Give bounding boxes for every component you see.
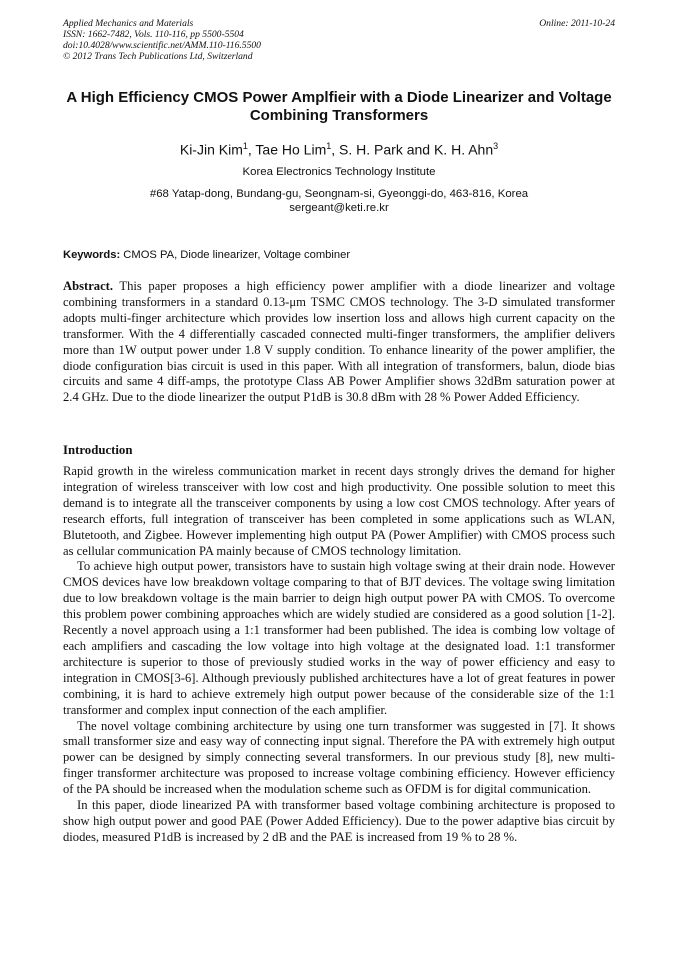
author-affil-mark: 3 (493, 141, 499, 151)
paragraph: The novel voltage combining architecture by using one turn transformer was suggested in [7]. It shows small transformer size and easy way of connecting input signal. Therefore the PA with extremely high output power can be designed by simply connecting several transformers. In our previous study [8], new multi-finger transformer architecture was proposed to increase voltage combining efficiency. However efficiency of the PA should be increased when the modulation scheme such as OFDM is for digital communication. (63, 718, 615, 797)
keywords-text: CMOS PA, Diode linearizer, Voltage combiner (120, 249, 351, 261)
author-name: K. H. Ahn (433, 141, 494, 158)
abstract-text: This paper proposes a high efficiency power amplifier with a diode linearizer and voltage combining transformers in a standard 0.13-μm TSMC CMOS technology. The 3-D simulated transformer adopts multi-finger architecture which provides low insertion loss and allows high current capacity on the transformer. With the 4 differentially cascaded connected multi-finger transformers, the amplifier delivers more than 1W output power under 1.8 V supply condition. To enhance linearity of the power amplifier, the diode configuration bias circuit is used in this paper. With all integration of transformers, balun, diode bias circuits and same 4 diff-amps, the prototype Class AB Power Amplifier shows 32dBm saturation power at 2.4 GHz. Due to the diode linearizer the output P1dB is 30.8 dBm with 28 % Power Added Efficiency. (63, 279, 615, 405)
email: sergeant@keti.re.kr (289, 202, 389, 214)
keywords-label: Keywords: (63, 249, 121, 261)
author-separator: , S. H. Park and (331, 141, 434, 158)
author-name: Tae Ho Lim (255, 141, 327, 158)
author-affil-mark: 1 (326, 141, 332, 151)
doi-line: doi:10.4028/www.scientific.net/AMM.110-116.5500 (63, 40, 261, 51)
author-separator: , (247, 141, 256, 158)
paragraph: To achieve high output power, transistors have to sustain high voltage swing at their drain node. However CMOS devices have low breakdown voltage comparing to that of BJT devices. The voltage swing limitation due to low breakdown voltage is the main barrier to deign high output power PA with CMOS. To overcome this problem power combining approaches which are widely studied are considered as a good solution [1-2]. Recently a novel approach using a 1:1 transformer had been published. The idea is combing low voltage of each amplifiers and cascading the low voltage into high voltage at the designated load. 1:1 transformer architecture is superior to those of previously studied works in the way of power efficiency and easy to integration in CMOS[3-6]. Although previously published architectures have a lot of great features in power combining, it is hard to achieve extremely high output power because of the considerable size of the 1:1 transformer and complex input connection of the each amplifier. (63, 559, 615, 717)
keywords (63, 249, 350, 261)
abstract (63, 279, 615, 406)
abstract-label: Abstract. (63, 279, 114, 293)
copyright-line: © 2012 Trans Tech Publications Ltd, Switzerland (63, 51, 253, 62)
online-date: Online: 2011-10-24 (539, 18, 615, 29)
journal-header (63, 18, 615, 62)
paragraph: Rapid growth in the wireless communication market in recent days strongly drives the demand for higher integration of wireless transceiver with low cost and high productivity. One possible solution to meet this demand is to integrate all the transceiver components by using a low cost CMOS technology. After years of research efforts, full integration of transceiver has been completed in some applications such as WLAN, Blutetooth, and Zigbee. However implementing high output PA (Power Amplifier) with CMOS process such as cellular communication PA mainly because of CMOS technology limitation. (63, 464, 615, 558)
author-affil-mark: 1 (242, 141, 248, 151)
institute: Korea Electronics Technology Institute (242, 166, 436, 178)
introduction-heading: Introduction (63, 443, 133, 457)
paragraph: In this paper, diode linearized PA with transformer based voltage combining architecture is proposed to show high output power and good PAE (Power Added Efficiency). Due to the power adaptive bias circuit by diodes, measured P1dB is increased by 2 dB and the PAE is increased from 19 % to 28 %. (63, 798, 615, 844)
issn-line: ISSN: 1662-7482, Vols. 110-116, pp 5500-5504 (63, 29, 244, 40)
journal-name: Applied Mechanics and Materials (63, 18, 194, 29)
introduction-body (63, 464, 615, 846)
paper-title: A High Efficiency CMOS Power Amplfieir with a Diode Linearizer and Voltage Combining Transformers (66, 89, 612, 124)
author-name: Ki-Jin Kim (179, 141, 243, 158)
author-list (0, 141, 678, 158)
address: #68 Yatap-dong, Bundang-gu, Seongnam-si, Gyeonggi-do, 463-816, Korea (149, 188, 529, 200)
